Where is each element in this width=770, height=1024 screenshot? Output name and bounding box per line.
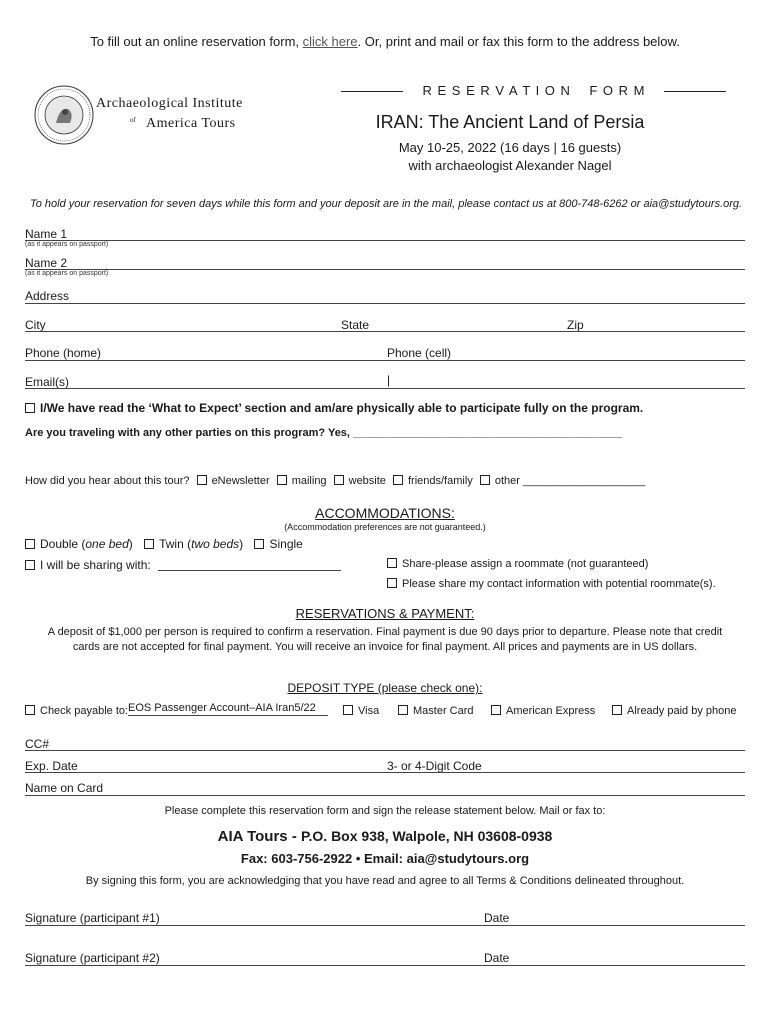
hear-opt-enewsletter[interactable]: eNewsletter bbox=[197, 475, 270, 487]
signature1-label: Signature (participant #1) bbox=[25, 911, 160, 925]
mailing-address: AIA Tours - P.O. Box 938, Walpole, NH 03608-0938 bbox=[217, 828, 553, 845]
city-state-zip-input[interactable] bbox=[25, 331, 745, 332]
payment-title: RESERVATIONS & PAYMENT: bbox=[295, 606, 475, 621]
state-label: State bbox=[341, 318, 370, 332]
name2-label: Name 2 bbox=[25, 256, 68, 270]
zip-label: Zip bbox=[567, 318, 584, 332]
deposit-visa[interactable]: Visa bbox=[343, 705, 379, 717]
hear-opt-friends[interactable]: friends/family bbox=[393, 475, 473, 487]
logo-line1: Archaeological Institute bbox=[96, 96, 243, 111]
deposit-mastercard[interactable]: Master Card bbox=[398, 705, 474, 717]
deposit-paid-phone[interactable]: Already paid by phone bbox=[612, 705, 736, 717]
checkbox[interactable] bbox=[387, 578, 397, 588]
title-rule-left bbox=[341, 91, 403, 92]
checkbox[interactable] bbox=[480, 475, 490, 485]
signature1-input[interactable] bbox=[25, 925, 745, 926]
sharing-with-row[interactable] bbox=[25, 558, 151, 572]
signature2-label: Signature (participant #2) bbox=[25, 951, 160, 965]
checkbox[interactable] bbox=[393, 475, 403, 485]
hear-opt-mailing[interactable]: mailing bbox=[277, 475, 327, 487]
checkbox[interactable] bbox=[387, 558, 397, 568]
checkbox[interactable] bbox=[25, 705, 35, 715]
checkbox[interactable] bbox=[254, 539, 264, 549]
checkbox[interactable] bbox=[491, 705, 501, 715]
checkbox[interactable] bbox=[277, 475, 287, 485]
sharing-with-input[interactable] bbox=[158, 570, 341, 571]
hear-question: How did you hear about this tour? bbox=[25, 475, 190, 487]
name1-label: Name 1 bbox=[25, 227, 68, 241]
hear-opt-website[interactable]: website bbox=[334, 475, 386, 487]
phone-input[interactable] bbox=[25, 360, 745, 361]
form-title: R E S E R V A T I O N F O R M bbox=[422, 83, 646, 98]
name2-input[interactable] bbox=[25, 269, 745, 270]
code-label: 3- or 4-Digit Code bbox=[387, 759, 482, 773]
phone-home-label: Phone (home) bbox=[25, 346, 102, 360]
cc-label: CC# bbox=[25, 737, 50, 751]
fax-email: Fax: 603-756-2922 • Email: aia@studytours.org bbox=[240, 851, 530, 866]
address-label: Address bbox=[25, 289, 70, 303]
signature2-input[interactable] bbox=[25, 965, 745, 966]
room-twin[interactable]: Twin (two beds) bbox=[144, 537, 243, 551]
hear-opt-other[interactable]: other ____________________ bbox=[480, 475, 645, 487]
title-rule-right bbox=[664, 91, 726, 92]
fitness-checkbox[interactable] bbox=[25, 403, 35, 413]
deposit-amex[interactable]: American Express bbox=[491, 705, 595, 717]
online-form-link[interactable]: click here bbox=[302, 34, 358, 49]
room-type-row bbox=[25, 537, 303, 551]
checkbox[interactable] bbox=[334, 475, 344, 485]
city-label: City bbox=[25, 318, 46, 332]
checkbox[interactable] bbox=[197, 475, 207, 485]
name2-hint: (as it appears on passport) bbox=[25, 270, 109, 277]
checkbox[interactable] bbox=[144, 539, 154, 549]
sharing-label: I will be sharing with: bbox=[40, 558, 151, 572]
complete-instructions: Please complete this reservation form and sign the release statement below. Mail or fax to: bbox=[164, 805, 606, 817]
cc-input[interactable] bbox=[25, 750, 745, 751]
payment-text-2: cards are not accepted for final payment. You will receive an invoice for final payment. All prices and payments are in US dollars. bbox=[72, 641, 698, 653]
intro-text: To fill out an online reservation form, bbox=[90, 34, 303, 49]
share-assign-row[interactable]: Share-please assign a roommate (not guaranteed) bbox=[387, 558, 648, 570]
payee-field[interactable]: EOS Passenger Account–AIA Iran5/22 bbox=[128, 702, 328, 716]
logo-of: of bbox=[130, 116, 136, 124]
room-single[interactable]: Single bbox=[254, 537, 302, 551]
fitness-text: I/We have read the ‘What to Expect’ section and am/are physically able to participate fully on the program. bbox=[40, 401, 644, 415]
exp-code-input[interactable] bbox=[25, 772, 745, 773]
accommodations-title: ACCOMMODATIONS: bbox=[315, 505, 455, 521]
logo-line2: America Tours bbox=[146, 116, 236, 131]
intro-text-post: . Or, print and mail or fax this form to the address below. bbox=[357, 34, 680, 49]
fitness-checkbox-row[interactable] bbox=[25, 401, 643, 415]
deposit-title: DEPOSIT TYPE (please check one): bbox=[287, 681, 483, 695]
date2-label: Date bbox=[484, 951, 510, 965]
checkbox[interactable] bbox=[343, 705, 353, 715]
exp-label: Exp. Date bbox=[25, 759, 78, 773]
intro-line bbox=[0, 34, 770, 49]
acknowledgment: By signing this form, you are acknowledging that you have read and agree to all Terms & Conditions delineated throughout. bbox=[85, 875, 685, 887]
share-contact-row[interactable]: Please share my contact information with potential roommate(s). bbox=[387, 578, 716, 590]
trip-guide: with archaeologist Alexander Nagel bbox=[408, 158, 612, 173]
email-label: Email(s) bbox=[25, 375, 69, 389]
name1-input[interactable] bbox=[25, 240, 745, 241]
accommodations-note: (Accommodation preferences are not guaranteed.) bbox=[284, 522, 486, 532]
payment-text-1: A deposit of $1,000 per person is required to confirm a reservation. Final payment is due 90 days prior to departure. Please note that credit bbox=[47, 626, 723, 638]
room-double[interactable]: Double (one bed) bbox=[25, 537, 133, 551]
hear-about-row bbox=[25, 475, 645, 487]
checkbox[interactable] bbox=[398, 705, 408, 715]
aia-seal-logo bbox=[34, 85, 94, 145]
hold-note: To hold your reservation for seven days while this form and your deposit are in the mail, please contact us at 800-748-6262 or aia@studytours.org. bbox=[30, 198, 743, 210]
phone-cell-label: Phone (cell) bbox=[387, 346, 452, 360]
checkbox[interactable] bbox=[612, 705, 622, 715]
date1-label: Date bbox=[484, 911, 510, 925]
checkbox[interactable] bbox=[25, 539, 35, 549]
checkbox[interactable] bbox=[25, 560, 35, 570]
email-separator: | bbox=[387, 373, 391, 387]
deposit-check[interactable]: Check payable to: bbox=[25, 705, 128, 717]
address-input[interactable] bbox=[25, 303, 745, 304]
name1-hint: (as it appears on passport) bbox=[25, 241, 109, 248]
trip-dates: May 10-25, 2022 (16 days | 16 guests) bbox=[398, 140, 622, 155]
email-input[interactable] bbox=[25, 388, 745, 389]
name-on-card-input[interactable] bbox=[25, 795, 745, 796]
other-parties-question: Are you traveling with any other parties on this program? Yes, ____________________________________________ bbox=[25, 427, 623, 439]
trip-title: IRAN: The Ancient Land of Persia bbox=[375, 112, 645, 132]
name-on-card-label: Name on Card bbox=[25, 781, 104, 795]
